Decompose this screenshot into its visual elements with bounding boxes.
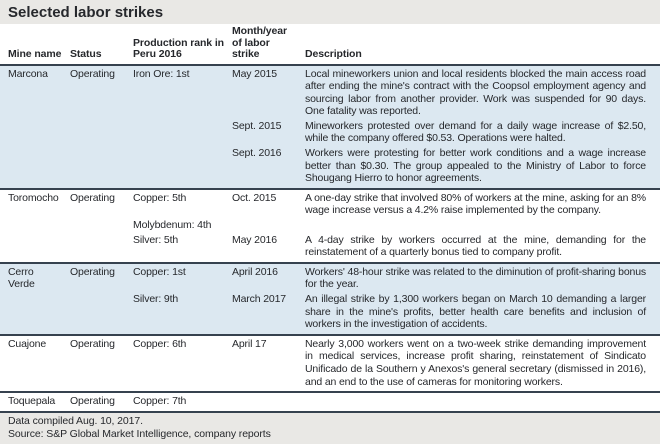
month-cell <box>224 395 297 408</box>
title-bar <box>0 0 660 24</box>
production-rank-cell: Silver: 5th <box>133 233 179 246</box>
status-cell: Operating <box>70 67 115 80</box>
table-row <box>0 291 660 331</box>
mine-name-cell: Marcona <box>8 67 48 80</box>
description-cell: Nearly 3,000 workers went on a two-week strike demanding improvement in medical services, increase profit sharing, reinstatement of Sindicato Unificado de la Southern y Anexos's general secretary (dismissed in 2016), and an end to the use of cameras for monitoring workers. <box>305 337 646 388</box>
description-cell: A 4-day strike by workers occurred at the mine, demanding for the reinstatement of a quarterly bonus tied to company profit. <box>305 233 646 259</box>
status-cell: Operating <box>70 337 115 350</box>
table-row <box>0 190 660 217</box>
month-cell: May 2015 <box>232 67 277 80</box>
production-rank-cell <box>125 120 224 145</box>
table-row <box>0 118 660 145</box>
column-header-description: Description <box>305 48 362 60</box>
production-rank-cell: Silver: 9th <box>133 293 179 305</box>
mine-name-cell: Cuajone <box>8 337 47 350</box>
description-cell: Workers were protesting for better work conditions and a wage increase better than $0.30. The group appealed to the Ministry of Labor to force Shougang Hierro to honor agreements. <box>305 147 646 185</box>
column-header-month-year: Month/year of labor strike <box>232 25 288 60</box>
description-cell: Local mineworkers union and local residents blocked the main access road after ending the mine's contract with the Coopsol employment agency and sourcing labor from another provider. Work was suspended for 90 days. One fatality was reported. <box>305 67 646 118</box>
production-rank-cell: Copper: 7th <box>133 395 187 408</box>
table-group-marcona <box>0 64 660 188</box>
table-row <box>0 145 660 185</box>
figure-title: Selected labor strikes <box>8 4 164 21</box>
description-cell: An illegal strike by 1,300 workers began on March 10 demanding a larger share in the mine's profits, better health care benefits and inclusion of workers in the investigation of accidents. <box>305 293 646 331</box>
status-cell: Operating <box>70 265 115 278</box>
production-rank-cell: Copper: 6th <box>133 337 187 350</box>
month-cell: May 2016 <box>232 233 277 246</box>
description-cell: A one-day strike that involved 80% of workers at the mine, asking for an 8% wage increase versus a 4.2% raise implemented by the company. <box>305 191 646 217</box>
table-group-cerro-verde <box>0 262 660 334</box>
status-cell: Operating <box>70 395 115 408</box>
month-cell: April 17 <box>232 337 267 350</box>
production-rank-cell: Copper: 5th <box>133 191 187 204</box>
status-cell: Operating <box>70 191 115 204</box>
production-rank-cell <box>125 147 224 185</box>
table-row <box>0 336 660 388</box>
month-cell: Sept. 2016 <box>232 147 282 160</box>
production-rank-cell: Copper: 1st <box>133 265 186 278</box>
month-cell: April 2016 <box>232 265 278 278</box>
table-row <box>0 393 660 408</box>
month-cell: Sept. 2015 <box>232 119 282 132</box>
month-cell: March 2017 <box>232 293 286 305</box>
table-row <box>0 264 660 291</box>
column-header-status: Status <box>70 48 102 60</box>
table-row <box>0 66 660 118</box>
table-group-cuajone <box>0 334 660 391</box>
mine-name-cell: Toromocho <box>8 191 59 204</box>
table-row <box>0 232 660 259</box>
month-cell: Oct. 2015 <box>232 191 277 204</box>
mine-name-cell: Cerro Verde <box>8 265 35 291</box>
table-group-toquepala <box>0 391 660 411</box>
production-rank-cell: Iron Ore: 1st <box>133 67 190 80</box>
description-cell: Mineworkers protested over demand for a daily wage increase of $2.50, while the company offered $0.53. Operations were halted. <box>305 119 646 145</box>
production-rank-cell: Molybdenum: 4th <box>133 219 212 232</box>
description-cell <box>297 219 652 232</box>
table-row <box>0 217 660 232</box>
column-header-mine-name: Mine name <box>8 48 62 60</box>
data-compiled-note: Data compiled Aug. 10, 2017. <box>8 414 143 427</box>
footer-notes <box>0 411 660 444</box>
source-note: Source: S&P Global Market Intelligence, company reports <box>8 427 271 440</box>
table-group-toromocho <box>0 188 660 262</box>
column-header-production-rank: Production rank in Peru 2016 <box>133 36 224 60</box>
mine-name-cell: Toquepala <box>8 395 56 408</box>
description-cell: Workers' 48-hour strike was related to the diminution of profit-sharing bonus for the year. <box>305 265 646 291</box>
month-cell <box>224 219 297 232</box>
description-cell <box>297 395 652 408</box>
table-header-row <box>0 24 660 64</box>
